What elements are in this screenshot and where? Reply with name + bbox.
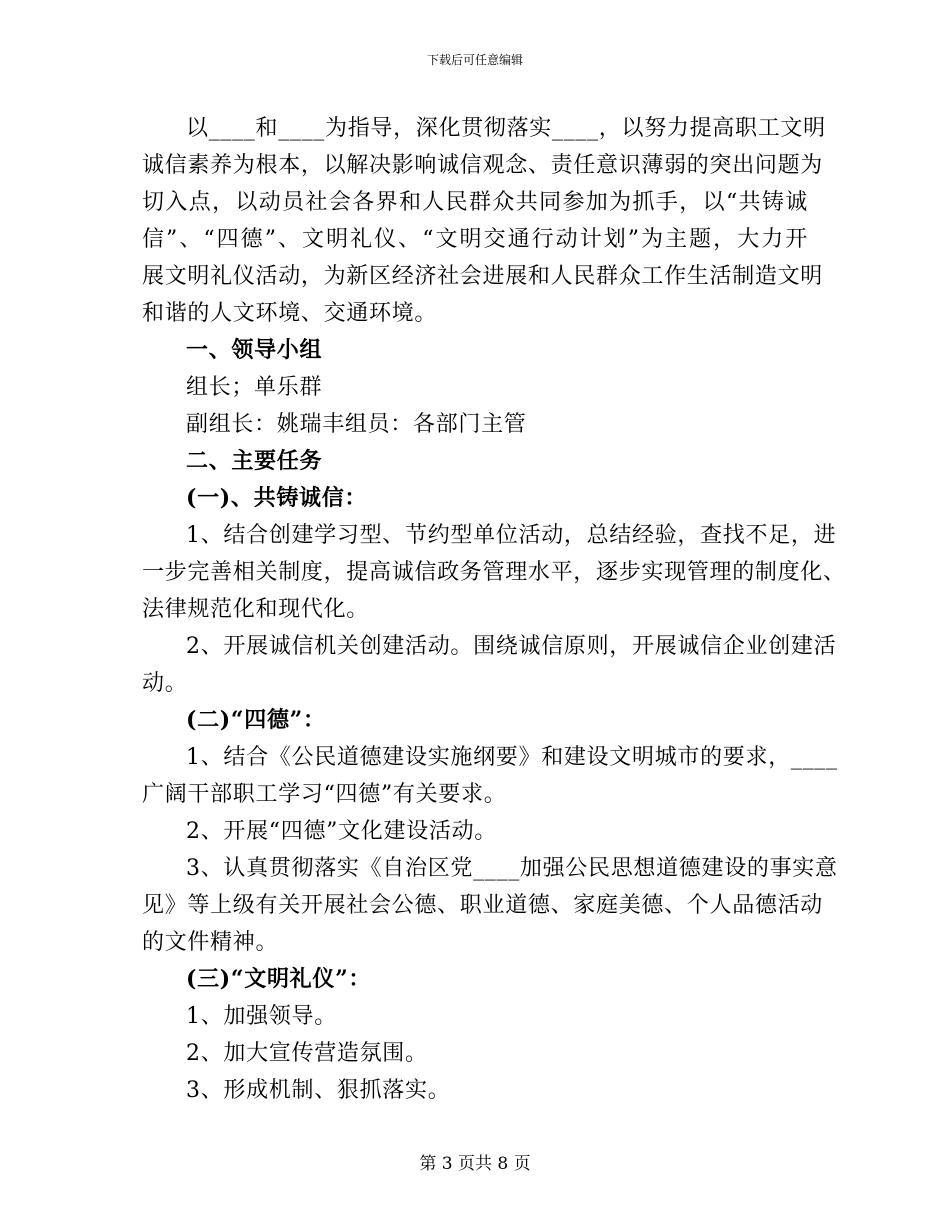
- intro-line-5: 展文明礼仪活动，为新区经济社会进展和人民群众工作生活制造文明: [142, 264, 824, 289]
- intro-line-6: 和谐的人文环境、交通环境。: [142, 301, 438, 326]
- page-header: 下载后可任意编辑: [426, 53, 523, 67]
- four-virtues-item-3-line-1: 3、认真贯彻落实《自治区党____加强公民思想道德建设的事实意: [186, 856, 838, 881]
- subsection-heading-integrity: (一)、共铸诚信：: [186, 485, 368, 511]
- integrity-item-1-line-3: 法律规范化和现代化。: [142, 597, 370, 622]
- etiquette-item-2: 2、加大宣传营造氛围。: [186, 1041, 428, 1066]
- integrity-item-1-line-1: 1、结合创建学习型、节约型单位活动，总结经验，查找不足，进: [186, 523, 837, 548]
- section-heading-tasks: 二、主要任务: [186, 448, 323, 474]
- four-virtues-item-3-line-2: 见》等上级有关开展社会公德、职业道德、家庭美德、个人品德活动: [142, 893, 824, 918]
- integrity-item-2-line-1: 2、开展诚信机关创建活动。围绕诚信原则，开展诚信企业创建活: [186, 634, 837, 659]
- four-virtues-item-1-line-2: 广阔干部职工学习“四德”有关要求。: [142, 782, 507, 807]
- leader-line: 组长；单乐群: [186, 375, 323, 400]
- intro-line-1: 以____和____为指导，深化贯彻落实____，以努力提高职工文明: [186, 116, 826, 141]
- four-virtues-item-1-line-1: 1、结合《公民道德建设实施纲要》和建设文明城市的要求，____: [186, 745, 838, 770]
- four-virtues-item-2: 2、开展“四德”文化建设活动。: [186, 819, 497, 844]
- integrity-item-2-line-2: 动。: [142, 671, 188, 696]
- document-body: [142, 110, 846, 1109]
- deputy-line: 副组长：姚瑞丰组员：各部门主管: [186, 412, 527, 437]
- subsection-heading-four-virtues: (二)“四德”：: [186, 707, 326, 733]
- subsection-heading-etiquette: (三)“文明礼仪”：: [186, 966, 372, 992]
- page-footer: 第 3 页共 8 页: [419, 1154, 531, 1174]
- four-virtues-item-3-line-3: 的文件精神。: [142, 930, 279, 955]
- etiquette-item-1: 1、加强领导。: [186, 1004, 337, 1029]
- intro-line-2: 诚信素养为根本，以解决影响诚信观念、责任意识薄弱的突出问题为: [142, 153, 824, 178]
- intro-line-4: 信”、“四德”、文明礼仪、“文明交通行动计划”为主题，大力开: [142, 227, 808, 252]
- integrity-item-1-line-2: 一步完善相关制度，提高诚信政务管理水平，逐步实现管理的制度化、: [142, 560, 846, 585]
- section-heading-leadership: 一、领导小组: [186, 337, 323, 363]
- intro-line-3: 切入点，以动员社会各界和人民群众共同参加为抓手，以“共铸诚: [142, 190, 808, 215]
- etiquette-item-3: 3、形成机制、狠抓落实。: [186, 1078, 451, 1103]
